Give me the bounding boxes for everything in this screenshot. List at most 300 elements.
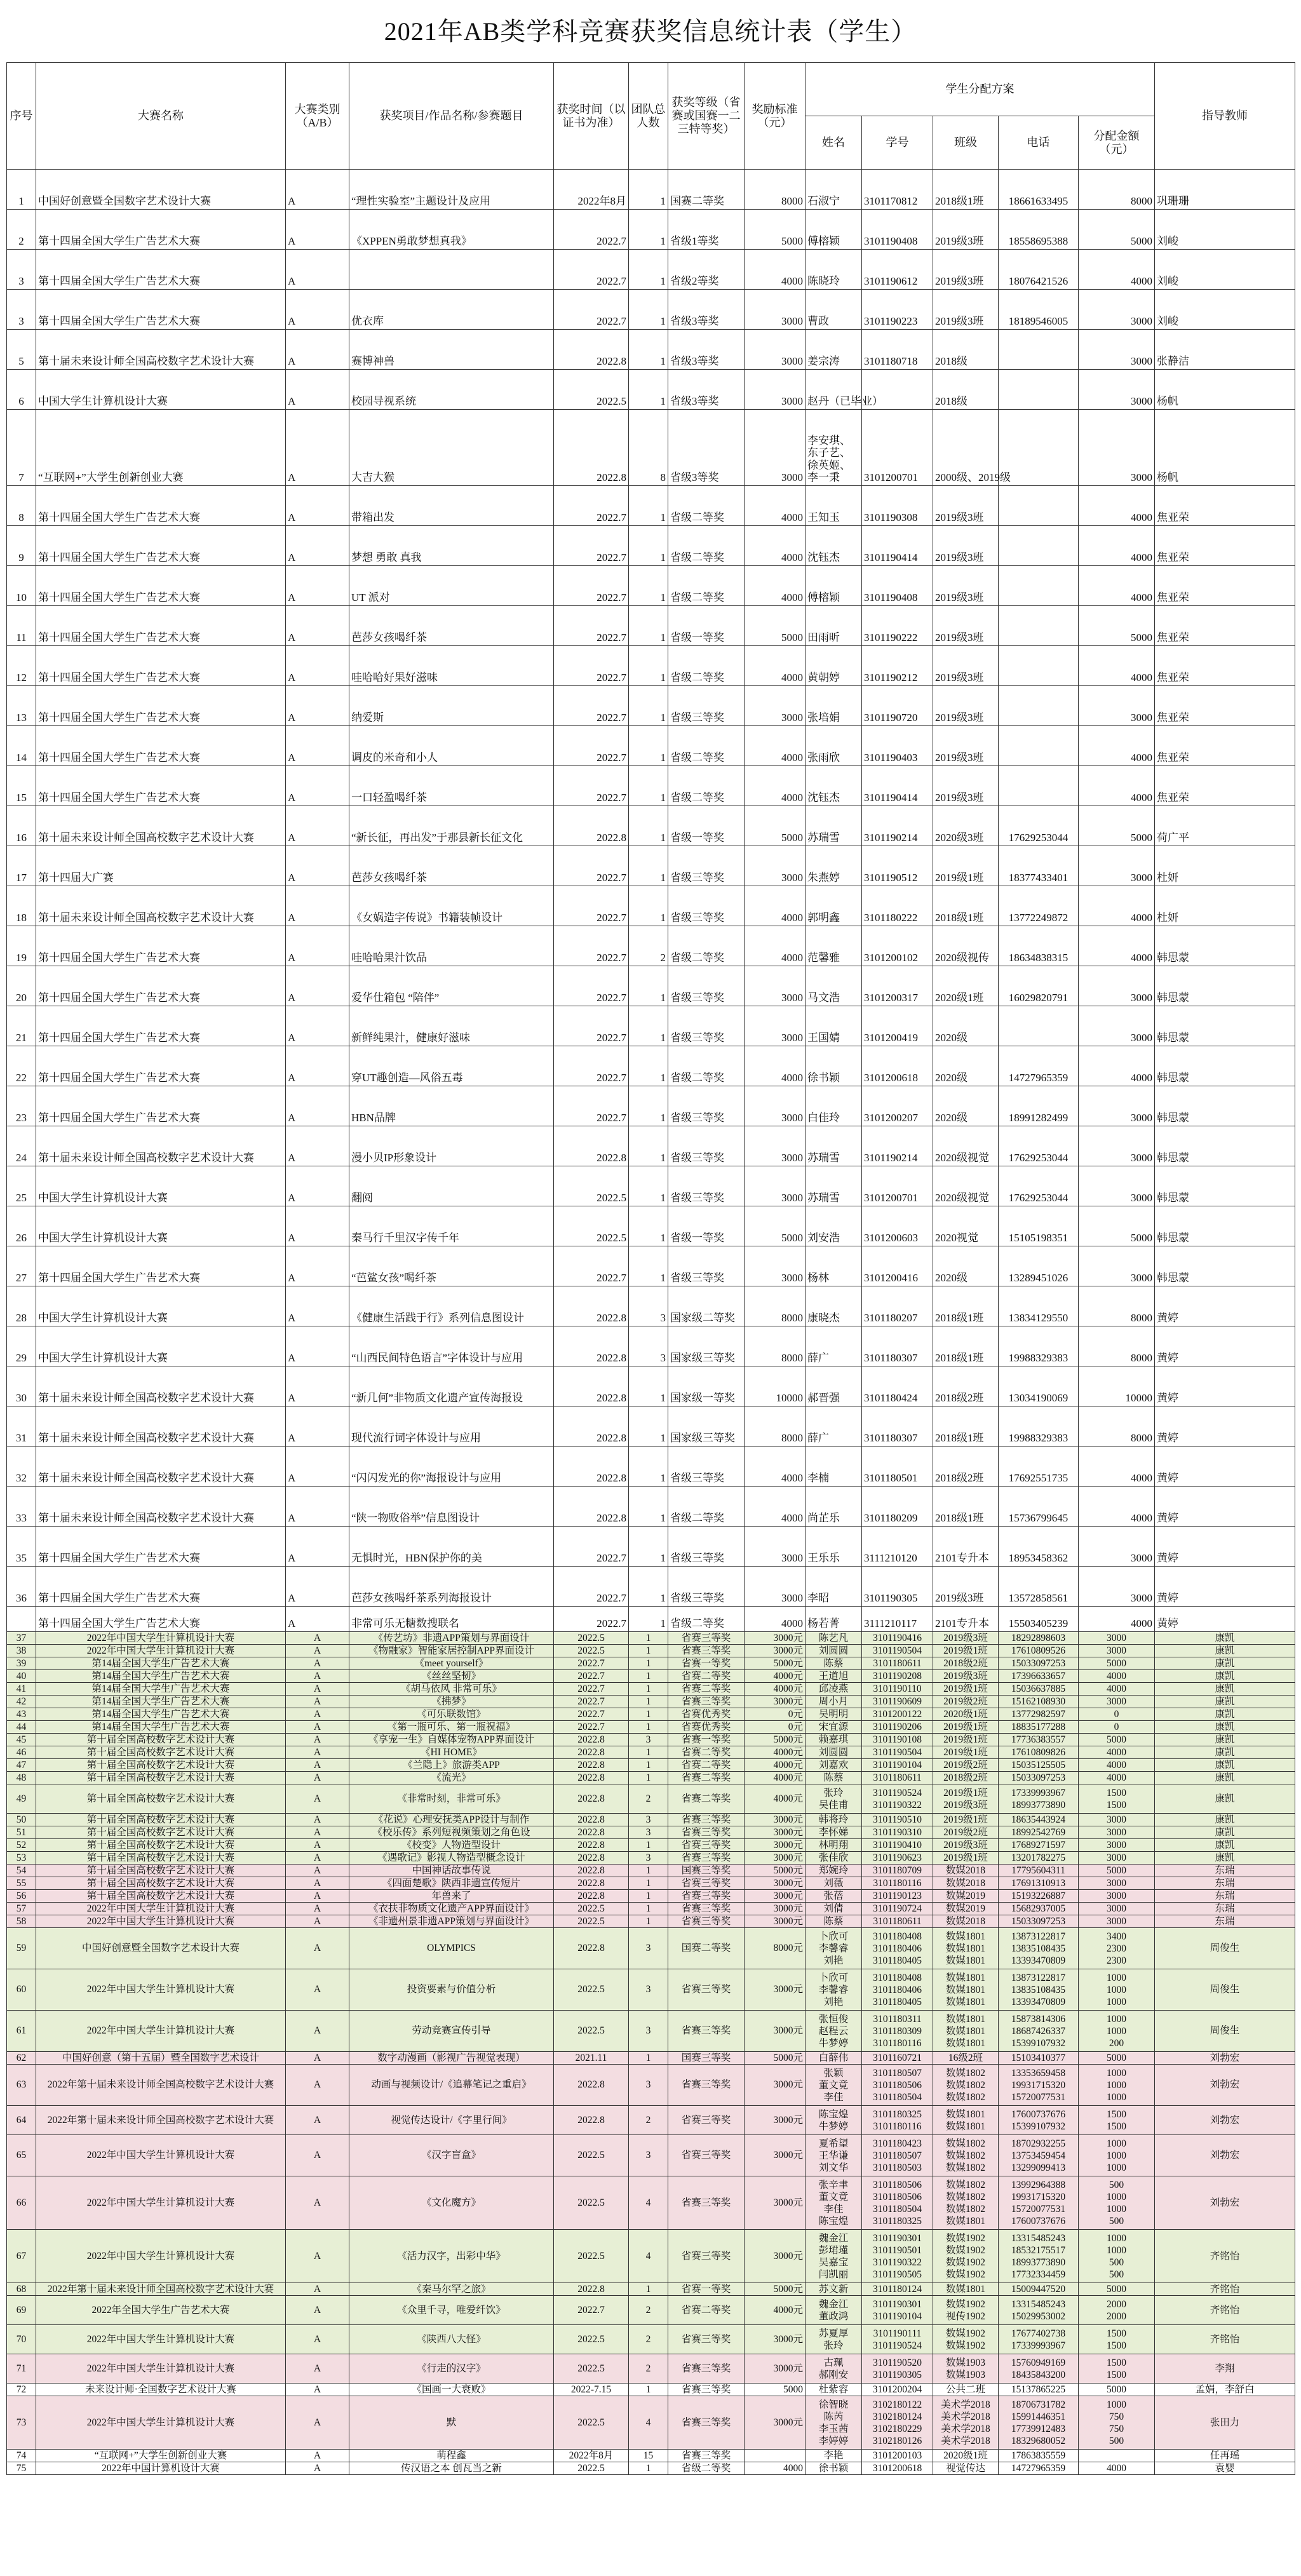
col-student-id: 学号 (862, 116, 933, 170)
project-cell: 《文化魔方》 (349, 2176, 554, 2230)
name-cell-line: 李艳 (823, 2450, 844, 2461)
standard-cell: 3000 (745, 1086, 806, 1126)
student-id-cell: 3101190214 (862, 1126, 933, 1166)
amount-cell-line: 2000 (1107, 2298, 1126, 2310)
name-cell (806, 1915, 862, 1928)
category-cell: A (286, 846, 349, 886)
time-cell: 2022.8 (554, 1446, 629, 1487)
time-cell: 2022.7 (554, 1696, 629, 1708)
standard-cell: 4000 (745, 1046, 806, 1086)
category-cell: A (286, 1746, 349, 1759)
phone-cell (999, 2230, 1079, 2283)
class-cell-line: 数媒2018 (945, 1916, 985, 1927)
amount-cell (1079, 1865, 1155, 1877)
project-cell: 优衣库 (349, 290, 554, 330)
phone-cell-line: 13992964388 (1011, 2179, 1066, 2190)
contest-cell: 第十四届全国大学生广告艺术大赛 (36, 766, 286, 806)
class-cell: 2018级2班 (933, 1366, 999, 1406)
level-cell: 省赛三等奖 (668, 1852, 745, 1865)
name-cell-line: 苏夏厚 (818, 2328, 849, 2339)
phone-cell (999, 1839, 1079, 1852)
amount-cell: 8000 (1079, 1286, 1155, 1326)
phone-cell (999, 2052, 1079, 2065)
teacher-cell: 黄婷 (1155, 1567, 1295, 1607)
class-cell-line: 2019级3班 (943, 1840, 988, 1851)
amount-cell: 3000 (1079, 1086, 1155, 1126)
contest-cell: 2022年全国大学生广告艺术大赛 (36, 2296, 286, 2325)
phone-cell-line: 15137865225 (1011, 2384, 1066, 2395)
amount-cell-line: 1000 (1107, 2203, 1126, 2215)
contest-cell: 第14届全国大学生广告艺术大赛 (36, 1683, 286, 1696)
phone-cell (999, 2065, 1079, 2106)
student-id-cell-line: 3101190301 (873, 2232, 922, 2244)
phone-cell-line: 18635443924 (1011, 1814, 1066, 1825)
seq-cell: 64 (7, 2106, 36, 2135)
amount-cell (1079, 1915, 1155, 1928)
category-cell: A (286, 210, 349, 250)
standard-cell: 8000 (745, 1326, 806, 1366)
student-id-cell (862, 2011, 933, 2052)
project-cell: 《健康生活践于行》系列信息图设计 (349, 1286, 554, 1326)
contest-cell: 第十四届全国大学生广告艺术大赛 (36, 210, 286, 250)
amount-cell: 4000 (1079, 926, 1155, 966)
phone-cell-line: 17691310913 (1011, 1878, 1066, 1889)
category-cell: A (286, 2396, 349, 2450)
team-cell: 1 (629, 1890, 668, 1903)
project-cell: 《汉字盲盒》 (349, 2135, 554, 2176)
phone-cell: 18377433401 (999, 846, 1079, 886)
amount-cell-line: 1000 (1107, 1996, 1126, 2007)
phone-cell-line: 15991446351 (1011, 2411, 1066, 2422)
phone-cell (999, 2283, 1079, 2296)
standard-cell: 5000 (745, 606, 806, 646)
teacher-cell: 黄婷 (1155, 1326, 1295, 1366)
name-cell (806, 1814, 862, 1826)
standard-cell: 3000元 (745, 2230, 806, 2283)
student-id-cell-line: 3101200122 (872, 1709, 922, 1720)
class-cell: 2101专升本 (933, 1607, 999, 1632)
class-cell: 2019级3班 (933, 250, 999, 290)
teacher-cell: 杜妍 (1155, 846, 1295, 886)
category-cell: A (286, 170, 349, 210)
category-cell: A (286, 1645, 349, 1657)
level-cell: 省级3等奖 (668, 290, 745, 330)
seq-cell: 5 (7, 330, 36, 370)
student-id-cell-line: 3101180507 (873, 2067, 922, 2079)
contest-cell: 2022年中国大学生计算机设计大赛 (36, 2135, 286, 2176)
amount-cell-line: 1000 (1107, 2138, 1126, 2149)
table-row (7, 1670, 1295, 1683)
phone-cell-line: 15720077531 (1011, 2203, 1066, 2215)
amount-cell (1079, 1759, 1155, 1772)
category-cell: A (286, 1657, 349, 1670)
student-id-cell (862, 1865, 933, 1877)
amount-cell (1079, 2384, 1155, 2396)
class-cell: 2020级 (933, 1086, 999, 1126)
amount-cell-line: 1500 (1107, 2340, 1126, 2351)
table-row (7, 1772, 1295, 1784)
amount-cell-line: 1000 (1107, 2091, 1126, 2103)
amount-cell-line: 500 (1109, 2179, 1124, 2190)
amount-cell-line: 5000 (1107, 2284, 1126, 2295)
seq-cell: 60 (7, 1969, 36, 2011)
teacher-cell: 康凯 (1155, 1839, 1295, 1852)
class-cell (933, 2065, 999, 2106)
contest-cell: 第十四届全国大学生广告艺术大赛 (36, 526, 286, 566)
team-cell: 2 (629, 2296, 668, 2325)
standard-cell: 3000元 (745, 2354, 806, 2384)
amount-cell: 3000 (1079, 1006, 1155, 1046)
student-id-cell: 3101190414 (862, 526, 933, 566)
contest-cell: 中国好创意暨全国数字艺术设计大赛 (36, 1928, 286, 1969)
team-cell: 2 (629, 2325, 668, 2354)
time-cell: 2022.8 (554, 1928, 629, 1969)
name-cell (806, 1865, 862, 1877)
class-cell-line: 2019级2班 (943, 1827, 988, 1838)
class-cell-line: 数媒1902 (945, 2232, 985, 2244)
amount-cell (1079, 1632, 1155, 1645)
standard-cell: 4000 (745, 486, 806, 526)
level-cell: 省赛优秀奖 (668, 1708, 745, 1721)
class-cell (933, 2354, 999, 2384)
class-cell: 2018级 (933, 370, 999, 410)
team-cell: 1 (629, 1527, 668, 1567)
time-cell: 2022.8 (554, 1839, 629, 1852)
table-row (7, 1086, 1295, 1126)
standard-cell: 3000元 (745, 1814, 806, 1826)
category-cell: A (286, 1567, 349, 1607)
amount-cell-line: 3000 (1107, 1891, 1126, 1901)
level-cell: 省级二等奖 (668, 2462, 745, 2475)
contest-cell: 2022年中国大学生计算机设计大赛 (36, 2354, 286, 2384)
contest-cell: 2022年中国大学生计算机设计大赛 (36, 1645, 286, 1657)
amount-cell-line: 500 (1109, 2435, 1124, 2446)
time-cell: 2022.7 (554, 966, 629, 1006)
name-cell: 王国婧 (806, 1006, 862, 1046)
level-cell: 省级三等奖 (668, 966, 745, 1006)
student-id-cell (862, 1632, 933, 1645)
name-cell (806, 1670, 862, 1683)
table-row (7, 1326, 1295, 1366)
class-cell: 2018级1班 (933, 1406, 999, 1446)
amount-cell: 3000 (1079, 410, 1155, 486)
time-cell: 2022.7 (554, 2296, 629, 2325)
name-cell-line: 邱凌燕 (818, 1683, 849, 1694)
level-cell: 省赛一等奖 (668, 1734, 745, 1746)
class-cell-line: 2019级2班 (943, 1760, 988, 1770)
project-cell: 《校变》人物造型设计 (349, 1839, 554, 1852)
category-cell: A (286, 1366, 349, 1406)
teacher-cell: 任再瑶 (1155, 2450, 1295, 2462)
col-name: 姓名 (806, 116, 862, 170)
student-id-cell-line: 3101180116 (873, 1878, 922, 1889)
phone-cell-line: 18329680052 (1011, 2435, 1066, 2446)
standard-cell: 3000元 (745, 1645, 806, 1657)
name-cell: 沈钰杰 (806, 766, 862, 806)
standard-cell: 5000元 (745, 1657, 806, 1670)
time-cell: 2022.7 (554, 646, 629, 686)
time-cell: 2022.7 (554, 1683, 629, 1696)
level-cell: 省级三等奖 (668, 846, 745, 886)
student-id-cell-line: 3101180423 (873, 2138, 922, 2149)
amount-cell-line: 500 (1109, 2269, 1124, 2280)
team-cell: 2 (629, 1784, 668, 1814)
project-cell: 哇哈哈好果好滋味 (349, 646, 554, 686)
amount-cell-line: 750 (1109, 2411, 1124, 2422)
teacher-cell: 黄婷 (1155, 1406, 1295, 1446)
seq-cell: 6 (7, 370, 36, 410)
student-id-cell-line: 3101190110 (873, 1683, 922, 1694)
student-id-cell-line: 3101190206 (873, 1722, 922, 1732)
name-cell-line: 李馨睿 (818, 1984, 849, 1995)
name-cell-line: 陈蔡 (823, 1772, 844, 1783)
phone-cell-line: 17610809526 (1011, 1645, 1066, 1656)
table-row (7, 1826, 1295, 1839)
name-cell-line: 李佳 (823, 2091, 844, 2103)
table-row (7, 2325, 1295, 2354)
teacher-cell: 张静洁 (1155, 330, 1295, 370)
project-cell: OLYMPICS (349, 1928, 554, 1969)
level-cell: 省赛三等奖 (668, 1696, 745, 1708)
teacher-cell: 康凯 (1155, 1784, 1295, 1814)
student-id-cell-line: 3101180503 (873, 2162, 922, 2173)
phone-cell: 13834129550 (999, 1286, 1079, 1326)
class-cell: 2020级视传 (933, 926, 999, 966)
amount-cell-line: 3000 (1107, 1852, 1126, 1863)
name-cell-line: 闫凯丽 (818, 2269, 849, 2280)
team-cell: 1 (629, 2052, 668, 2065)
category-cell: A (286, 486, 349, 526)
class-cell-line: 公共二班 (945, 2384, 985, 2395)
time-cell: 2022.7 (554, 1527, 629, 1567)
name-cell: 傅榕颖 (806, 210, 862, 250)
standard-cell: 4000元 (745, 1784, 806, 1814)
phone-cell (999, 1683, 1079, 1696)
project-cell: 翻阅 (349, 1166, 554, 1206)
seq-cell: 52 (7, 1839, 36, 1852)
time-cell: 2022.8 (554, 1852, 629, 1865)
teacher-cell: 刘勃宏 (1155, 2176, 1295, 2230)
amount-cell: 8000 (1079, 1406, 1155, 1446)
student-id-cell (862, 1814, 933, 1826)
class-cell (933, 1721, 999, 1734)
table-row (7, 726, 1295, 766)
teacher-cell: 焦亚荣 (1155, 726, 1295, 766)
project-cell: 校园导视系统 (349, 370, 554, 410)
time-cell: 2022.5 (554, 2176, 629, 2230)
level-cell: 省赛二等奖 (668, 1784, 745, 1814)
class-cell-line: 数媒1802 (945, 2191, 985, 2202)
amount-cell: 4000 (1079, 766, 1155, 806)
name-cell (806, 1721, 862, 1734)
name-cell-line: 魏金江 (818, 2232, 849, 2244)
student-id-cell (862, 1708, 933, 1721)
phone-cell (999, 766, 1079, 806)
seq-cell: 11 (7, 606, 36, 646)
student-id-cell: 3101200207 (862, 1086, 933, 1126)
class-cell-line: 数媒1801 (945, 2108, 985, 2120)
contest-cell: 第十四届全国大学生广告艺术大赛 (36, 926, 286, 966)
contest-cell: 第十届全国高校数字艺术设计大赛 (36, 1784, 286, 1814)
contest-cell: 第十四届大广赛 (36, 846, 286, 886)
time-cell: 2022.7 (554, 250, 629, 290)
level-cell: 省赛三等奖 (668, 1915, 745, 1928)
phone-cell: 18991282499 (999, 1086, 1079, 1126)
time-cell: 2022.7 (554, 1246, 629, 1286)
level-cell: 省级二等奖 (668, 1046, 745, 1086)
name-cell (806, 2283, 862, 2296)
time-cell: 2022.5 (554, 1903, 629, 1915)
student-id-cell (862, 1903, 933, 1915)
category-cell: A (286, 566, 349, 606)
contest-cell: 第十届未来设计师全国高校数字艺术设计大赛 (36, 1126, 286, 1166)
seq-cell: 31 (7, 1406, 36, 1446)
seq-cell: 27 (7, 1246, 36, 1286)
standard-cell: 3000 (745, 1567, 806, 1607)
class-cell: 2020视觉 (933, 1206, 999, 1246)
standard-cell: 3000元 (745, 2135, 806, 2176)
project-cell: 《兰隐上》旅游类APP (349, 1759, 554, 1772)
class-cell (933, 1852, 999, 1865)
standard-cell: 5000元 (745, 1734, 806, 1746)
phone-cell: 18634838315 (999, 926, 1079, 966)
student-id-cell-line: 3101190504 (873, 1747, 922, 1758)
teacher-cell: 韩思蒙 (1155, 966, 1295, 1006)
col-project: 获奖项目/作品名称/参赛题目 (349, 63, 554, 170)
student-id-cell: 3101190720 (862, 686, 933, 726)
class-cell-line: 2019级1班 (943, 1747, 988, 1758)
teacher-cell: 东瑞 (1155, 1903, 1295, 1915)
amount-cell: 4000 (1079, 1487, 1155, 1527)
name-cell: 李楠 (806, 1446, 862, 1487)
table-row (7, 2135, 1295, 2176)
name-cell-line: 李馨睿 (818, 1943, 849, 1954)
amount-cell-line: 3000 (1107, 1696, 1126, 1707)
class-cell: 2019级3班 (933, 726, 999, 766)
project-cell: 《物融家》智能家居控制APP界面设计 (349, 1645, 554, 1657)
team-cell: 15 (629, 2450, 668, 2462)
table-row (7, 1166, 1295, 1206)
table-row (7, 1683, 1295, 1696)
student-id-cell-line: 3101180325 (873, 2215, 922, 2227)
class-cell (933, 2283, 999, 2296)
contest-cell: 2022年中国大学生计算机设计大赛 (36, 1969, 286, 2011)
project-cell: 《众里千寻，唯爱纤饮》 (349, 2296, 554, 2325)
class-cell-line: 数媒1801 (945, 1931, 985, 1942)
seq-cell: 20 (7, 966, 36, 1006)
level-cell: 国家级三等奖 (668, 1406, 745, 1446)
name-cell: 李安琪、东子艺、徐英姬、李一秉 (806, 410, 862, 486)
level-cell: 省级三等奖 (668, 1126, 745, 1166)
time-cell: 2022.7 (554, 846, 629, 886)
phone-cell: 13772249872 (999, 886, 1079, 926)
seq-cell: 44 (7, 1721, 36, 1734)
phone-cell-line: 13299099413 (1011, 2162, 1066, 2173)
teacher-cell: 康凯 (1155, 1632, 1295, 1645)
amount-cell-line: 2300 (1107, 1943, 1126, 1954)
class-cell-line: 视觉传达 (945, 2463, 985, 2474)
name-cell-line: 李玉茜 (818, 2423, 849, 2434)
category-cell: A (286, 526, 349, 566)
phone-cell: 18076421526 (999, 250, 1079, 290)
student-id-cell-line: 3101190305 (873, 2369, 922, 2380)
phone-cell-line: 18702932255 (1011, 2138, 1066, 2149)
category-cell: A (286, 686, 349, 726)
student-id-cell (862, 1746, 933, 1759)
name-cell (806, 1903, 862, 1915)
team-cell: 2 (629, 2106, 668, 2135)
teacher-cell: 康凯 (1155, 1826, 1295, 1839)
team-cell: 1 (629, 846, 668, 886)
name-cell: 马文浩 (806, 966, 862, 1006)
level-cell: 省赛二等奖 (668, 1772, 745, 1784)
category-cell: A (286, 726, 349, 766)
seq-cell: 75 (7, 2462, 36, 2475)
student-id-cell (862, 2384, 933, 2396)
student-id-cell: 3101180207 (862, 1286, 933, 1326)
class-cell (933, 1759, 999, 1772)
class-cell: 2101专升本 (933, 1527, 999, 1567)
amount-cell-line: 5000 (1107, 2053, 1126, 2063)
class-cell-line: 数媒1801 (945, 2025, 985, 2037)
standard-cell: 3000 (745, 1006, 806, 1046)
teacher-cell: 黄婷 (1155, 1366, 1295, 1406)
teacher-cell: 韩思蒙 (1155, 1006, 1295, 1046)
standard-cell: 4000元 (745, 1746, 806, 1759)
class-cell-line: 数媒1802 (945, 2138, 985, 2149)
level-cell: 省赛二等奖 (668, 2296, 745, 2325)
name-cell: 康晓杰 (806, 1286, 862, 1326)
name-cell-line: 李婷婷 (818, 2435, 849, 2446)
amount-cell-line: 3000 (1107, 1827, 1126, 1838)
phone-cell: 15503405239 (999, 1607, 1079, 1632)
class-cell (933, 2384, 999, 2396)
name-cell-line: 赵程云 (818, 2025, 849, 2037)
name-cell (806, 1746, 862, 1759)
student-id-cell: 3101200317 (862, 966, 933, 1006)
team-cell: 1 (629, 2283, 668, 2296)
standard-cell: 3000 (745, 846, 806, 886)
amount-cell: 3000 (1079, 1166, 1155, 1206)
class-cell-line: 数媒2019 (945, 1891, 985, 1901)
project-cell: 《流光》 (349, 1772, 554, 1784)
name-cell-line: 李佳 (823, 2203, 844, 2215)
student-id-cell-line: 3101190524 (873, 2340, 922, 2351)
time-cell: 2022年8月 (554, 2450, 629, 2462)
seq-cell: 68 (7, 2283, 36, 2296)
phone-cell-line: 15029953002 (1011, 2310, 1066, 2322)
seq-cell: 49 (7, 1784, 36, 1814)
time-cell: 2022.8 (554, 1772, 629, 1784)
amount-cell (1079, 1890, 1155, 1903)
level-cell: 省赛三等奖 (668, 2011, 745, 2052)
team-cell: 3 (629, 1852, 668, 1865)
phone-cell-line: 17610809826 (1011, 1747, 1066, 1758)
amount-cell-line: 500 (1109, 2215, 1124, 2227)
student-id-cell (862, 1645, 933, 1657)
table-row (7, 1877, 1295, 1890)
project-cell: 《四面楚歌》陕西非遗宣传短片 (349, 1877, 554, 1890)
name-cell-line: 刘艳 (823, 1996, 844, 2007)
level-cell: 省级1等奖 (668, 210, 745, 250)
student-id-cell (862, 1826, 933, 1839)
col-contest: 大赛名称 (36, 63, 286, 170)
team-cell: 1 (629, 1487, 668, 1527)
amount-cell-line: 1000 (1107, 2067, 1126, 2079)
teacher-cell: 齐铭怡 (1155, 2283, 1295, 2296)
class-cell: 2018级1班 (933, 1286, 999, 1326)
amount-cell: 4000 (1079, 526, 1155, 566)
